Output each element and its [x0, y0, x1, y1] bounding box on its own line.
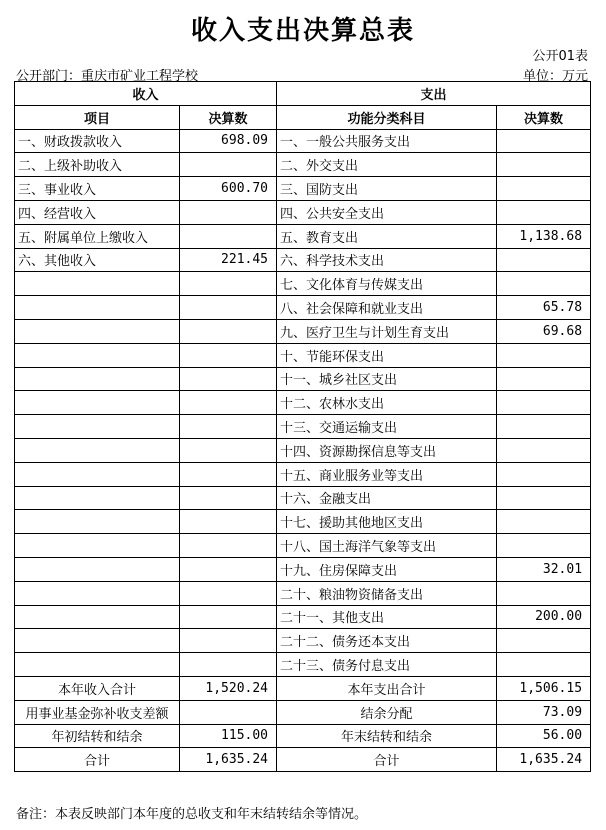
summary-row	[15, 748, 591, 772]
income-amount-cell: 698.09	[180, 129, 277, 153]
income-expense-table	[14, 81, 591, 772]
income-amount-cell	[180, 343, 277, 367]
income-item-cell	[15, 391, 180, 415]
table-row	[15, 200, 591, 224]
column-header-amount: 决算数	[180, 105, 277, 129]
table-row	[15, 653, 591, 677]
page-title: 收入支出决算总表	[190, 16, 415, 46]
table-row	[15, 343, 591, 367]
table-row	[15, 534, 591, 558]
income-item-cell	[15, 557, 180, 581]
expense-amount-cell	[497, 248, 591, 272]
income-item-cell	[15, 319, 180, 343]
summary-expense-amount: 1,506.15	[497, 676, 591, 700]
expense-amount-cell	[497, 343, 591, 367]
table-row	[15, 224, 591, 248]
expense-item-cell: 十二、农林水支出	[277, 391, 497, 415]
expense-item-cell: 五、教育支出	[277, 224, 497, 248]
summary-income-label: 年初结转和结余	[15, 724, 180, 748]
form-code: 公开01表	[532, 49, 588, 64]
expense-item-cell: 二十一、其他支出	[277, 605, 497, 629]
table-row	[15, 581, 591, 605]
summary-income-label: 用事业基金弥补收支差额	[15, 700, 180, 724]
table-row	[15, 177, 591, 201]
expense-amount-cell	[497, 272, 591, 296]
income-item-cell: 三、事业收入	[15, 177, 180, 201]
expense-item-cell: 二十三、债务付息支出	[277, 653, 497, 677]
summary-expense-label: 合计	[277, 748, 497, 772]
income-item-cell	[15, 534, 180, 558]
table-row	[15, 391, 591, 415]
income-item-cell	[15, 581, 180, 605]
expense-amount-cell	[497, 200, 591, 224]
footnote: 备注：本表反映部门本年度的总收支和年末结转结余等情况。	[16, 807, 368, 822]
expense-item-cell: 十三、交通运输支出	[277, 415, 497, 439]
table-row	[15, 415, 591, 439]
summary-income-amount	[180, 700, 277, 724]
table-row	[15, 557, 591, 581]
income-amount-cell	[180, 510, 277, 534]
income-amount-cell	[180, 367, 277, 391]
income-item-cell	[15, 629, 180, 653]
table-row	[15, 153, 591, 177]
expense-item-cell: 一、一般公共服务支出	[277, 129, 497, 153]
section-header-row	[15, 82, 591, 106]
summary-income-amount: 1,520.24	[180, 676, 277, 700]
expense-amount-cell	[497, 391, 591, 415]
expense-item-cell: 七、文化体育与传媒支出	[277, 272, 497, 296]
summary-expense-label: 本年支出合计	[277, 676, 497, 700]
summary-expense-amount: 1,635.24	[497, 748, 591, 772]
table-row	[15, 438, 591, 462]
table-row	[15, 486, 591, 510]
summary-expense-label: 年末结转和结余	[277, 724, 497, 748]
summary-income-amount: 1,635.24	[180, 748, 277, 772]
expense-amount-cell	[497, 581, 591, 605]
expense-item-cell: 十九、住房保障支出	[277, 557, 497, 581]
income-amount-cell	[180, 200, 277, 224]
income-item-cell	[15, 462, 180, 486]
expense-item-cell: 二、外交支出	[277, 153, 497, 177]
summary-row	[15, 676, 591, 700]
income-item-cell	[15, 367, 180, 391]
table-row	[15, 319, 591, 343]
table-row	[15, 296, 591, 320]
income-amount-cell	[180, 319, 277, 343]
expense-amount-cell	[497, 367, 591, 391]
expense-amount-cell	[497, 415, 591, 439]
income-amount-cell	[180, 272, 277, 296]
income-item-cell	[15, 605, 180, 629]
income-item-cell: 六、其他收入	[15, 248, 180, 272]
expense-amount-cell	[497, 486, 591, 510]
summary-row	[15, 724, 591, 748]
expense-amount-cell: 1,138.68	[497, 224, 591, 248]
summary-income-label: 合计	[15, 748, 180, 772]
income-amount-cell	[180, 391, 277, 415]
table-row	[15, 510, 591, 534]
expense-item-cell: 十七、援助其他地区支出	[277, 510, 497, 534]
income-amount-cell	[180, 534, 277, 558]
summary-expense-amount: 56.00	[497, 724, 591, 748]
department-label: 公开部门：重庆市矿业工程学校	[16, 69, 199, 84]
expense-item-cell: 十、节能环保支出	[277, 343, 497, 367]
summary-expense-amount: 73.09	[497, 700, 591, 724]
income-amount-cell	[180, 224, 277, 248]
expense-amount-cell: 200.00	[497, 605, 591, 629]
income-amount-cell	[180, 415, 277, 439]
column-header-row	[15, 105, 591, 129]
income-item-cell	[15, 438, 180, 462]
expense-item-cell: 八、社会保障和就业支出	[277, 296, 497, 320]
income-amount-cell	[180, 581, 277, 605]
expense-item-cell: 二十二、债务还本支出	[277, 629, 497, 653]
income-amount-cell	[180, 629, 277, 653]
table-row	[15, 629, 591, 653]
income-item-cell	[15, 486, 180, 510]
table-row	[15, 129, 591, 153]
income-item-cell	[15, 272, 180, 296]
expense-item-cell: 十一、城乡社区支出	[277, 367, 497, 391]
expense-amount-cell	[497, 510, 591, 534]
expense-amount-cell	[497, 462, 591, 486]
expense-amount-cell: 65.78	[497, 296, 591, 320]
income-amount-cell: 221.45	[180, 248, 277, 272]
summary-expense-label: 结余分配	[277, 700, 497, 724]
summary-income-amount: 115.00	[180, 724, 277, 748]
income-amount-cell	[180, 605, 277, 629]
table-row	[15, 367, 591, 391]
expense-amount-cell	[497, 438, 591, 462]
expense-amount-cell	[497, 653, 591, 677]
expense-amount-cell	[497, 534, 591, 558]
expense-item-cell: 十五、商业服务业等支出	[277, 462, 497, 486]
expense-amount-cell	[497, 177, 591, 201]
income-item-cell	[15, 415, 180, 439]
column-header-item: 项目	[15, 105, 180, 129]
expense-section-header: 支出	[277, 82, 591, 106]
column-header-amount-expense: 决算数	[497, 105, 591, 129]
table-row	[15, 272, 591, 296]
income-item-cell: 二、上级补助收入	[15, 153, 180, 177]
income-item-cell: 四、经营收入	[15, 200, 180, 224]
table-body	[15, 129, 591, 772]
income-item-cell	[15, 653, 180, 677]
expense-item-cell: 二十、粮油物资储备支出	[277, 581, 497, 605]
expense-amount-cell: 69.68	[497, 319, 591, 343]
expense-item-cell: 六、科学技术支出	[277, 248, 497, 272]
expense-item-cell: 三、国防支出	[277, 177, 497, 201]
expense-item-cell: 十八、国土海洋气象等支出	[277, 534, 497, 558]
expense-item-cell: 九、医疗卫生与计划生育支出	[277, 319, 497, 343]
income-amount-cell	[180, 653, 277, 677]
summary-income-label: 本年收入合计	[15, 676, 180, 700]
expense-amount-cell	[497, 129, 591, 153]
income-amount-cell	[180, 486, 277, 510]
expense-amount-cell	[497, 629, 591, 653]
unit-label: 单位：万元	[522, 69, 588, 84]
income-amount-cell	[180, 153, 277, 177]
expense-item-cell: 四、公共安全支出	[277, 200, 497, 224]
income-amount-cell	[180, 296, 277, 320]
expense-item-cell: 十四、资源勘探信息等支出	[277, 438, 497, 462]
income-item-cell: 一、财政拨款收入	[15, 129, 180, 153]
column-header-func-category: 功能分类科目	[277, 105, 497, 129]
income-item-cell: 五、附属单位上缴收入	[15, 224, 180, 248]
income-amount-cell: 600.70	[180, 177, 277, 201]
income-item-cell	[15, 510, 180, 534]
table-row	[15, 248, 591, 272]
summary-row	[15, 700, 591, 724]
expense-amount-cell	[497, 153, 591, 177]
income-amount-cell	[180, 462, 277, 486]
table-row	[15, 462, 591, 486]
income-amount-cell	[180, 557, 277, 581]
income-item-cell	[15, 296, 180, 320]
income-amount-cell	[180, 438, 277, 462]
expense-amount-cell: 32.01	[497, 557, 591, 581]
expense-item-cell: 十六、金融支出	[277, 486, 497, 510]
income-section-header: 收入	[15, 82, 277, 106]
income-item-cell	[15, 343, 180, 367]
table-row	[15, 605, 591, 629]
